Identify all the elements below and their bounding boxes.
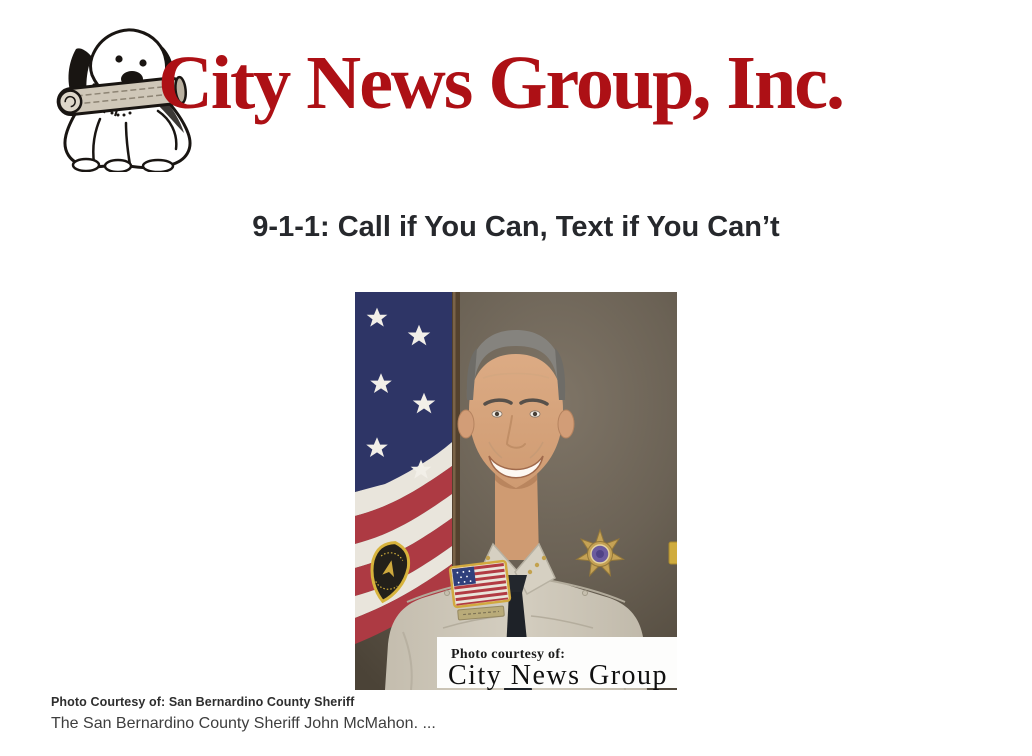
article-title: 9-1-1: Call if You Can, Text if You Can’t [252,211,780,243]
photo-watermark-line1: Photo courtesy of: [451,647,566,662]
photo-watermark-line2: City News Group [448,660,669,690]
us-flag-patch-icon [450,561,510,608]
sheriff-photo [355,292,677,690]
photo-watermark [437,637,677,690]
flag-pole-icon [451,292,460,602]
photo-credit: Photo Courtesy of: San Bernardino County Sheriff [51,695,355,709]
site-logo[interactable] [0,0,1032,180]
logo-text: City News Group, Inc. [158,41,843,125]
article-lead: The San Bernardino County Sheriff John McMahon. ... [51,715,436,732]
